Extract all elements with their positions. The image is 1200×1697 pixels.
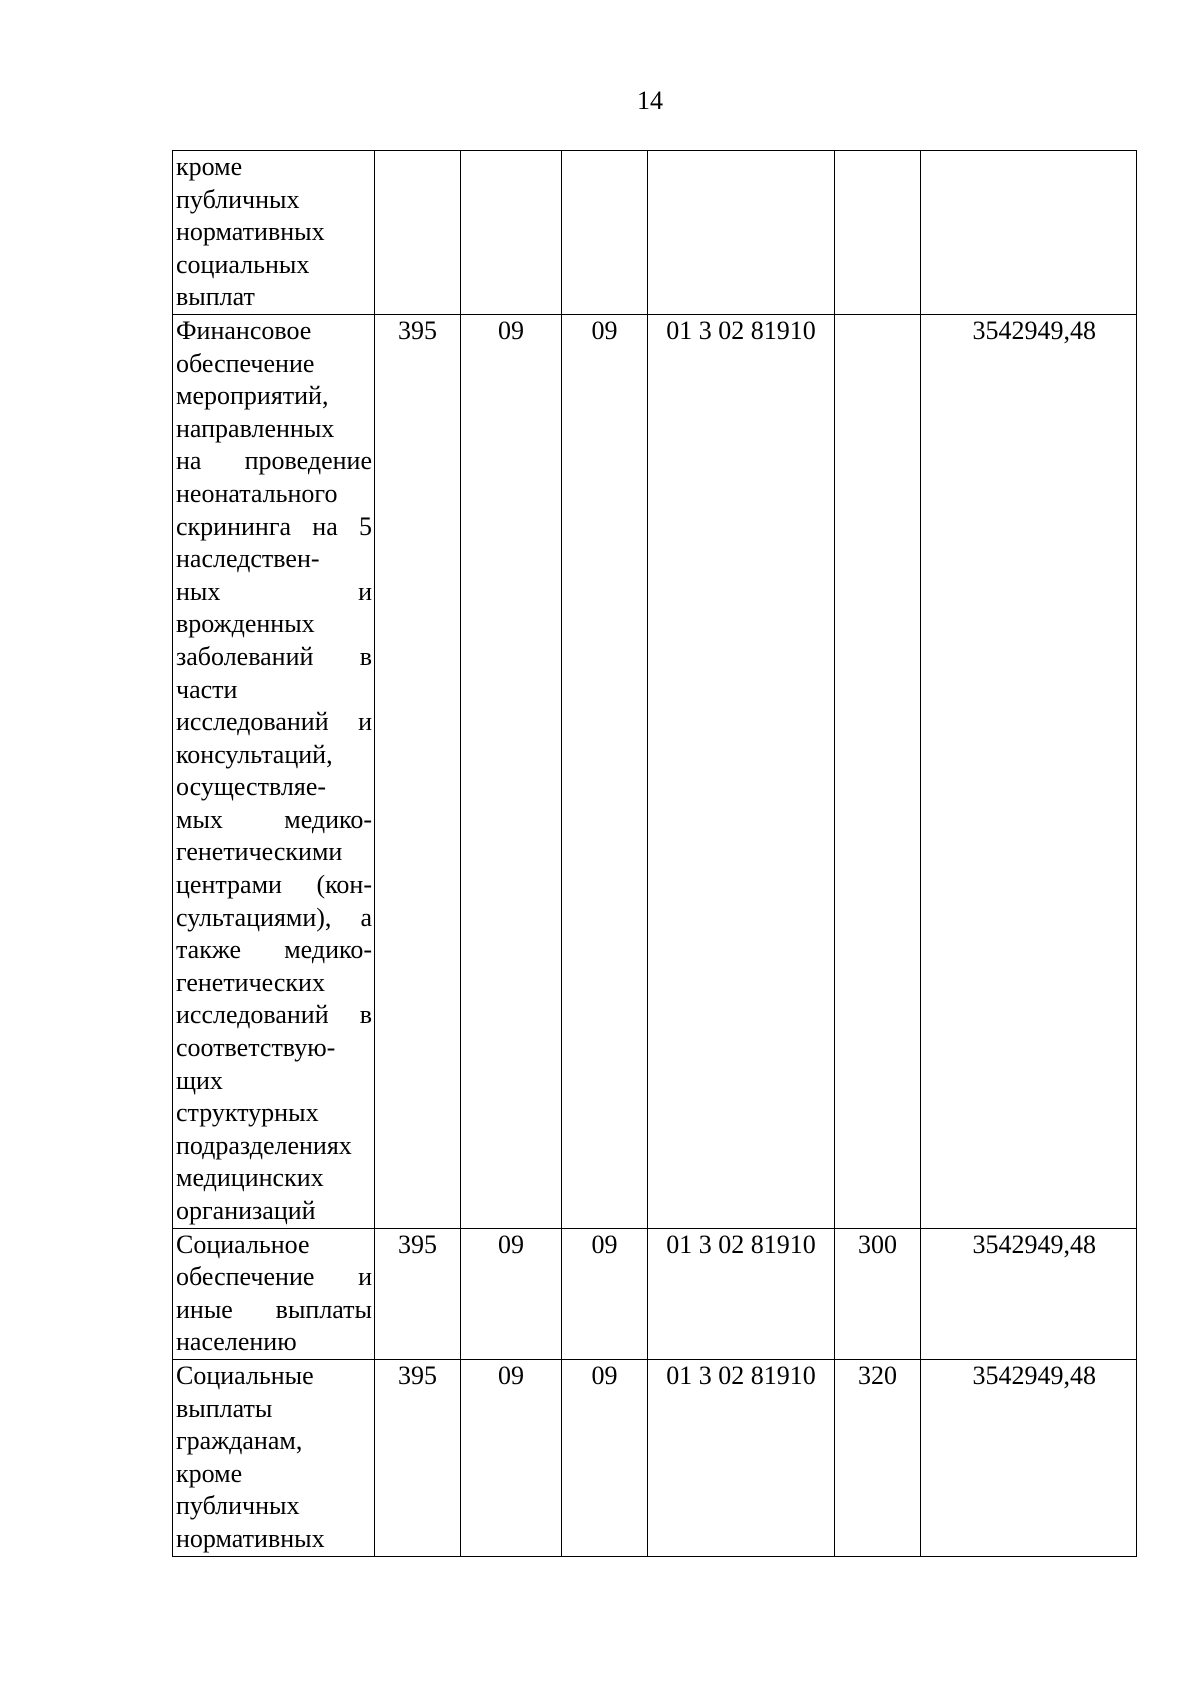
item-name-line: части	[176, 674, 238, 704]
item-name-line: структурных	[176, 1098, 319, 1128]
expense-type-cell: 300	[835, 1228, 921, 1359]
item-name-line: публичных	[176, 1491, 300, 1521]
item-name-line: щих	[176, 1065, 223, 1095]
item-name-cell	[173, 314, 375, 1228]
item-name-line: Социальное	[176, 1229, 310, 1259]
item-name-line: нормативных	[176, 217, 325, 247]
item-name-line: консультаций,	[176, 739, 333, 769]
target-article-cell	[648, 151, 835, 315]
subsection-code-cell	[562, 151, 648, 315]
item-name-line: кроме	[176, 1458, 243, 1488]
item-name-line: исследований и	[176, 707, 372, 737]
item-name-line: скрининга на 5	[176, 511, 372, 541]
expense-type-cell	[835, 151, 921, 315]
target-article-cell: 01 3 02 81910	[648, 1228, 835, 1359]
item-name-line: исследований в	[176, 1000, 372, 1030]
section-code-cell: 09	[461, 314, 562, 1228]
item-name-line: обеспечение	[176, 348, 315, 378]
table-row	[173, 151, 1137, 315]
section-code-cell: 09	[461, 1228, 562, 1359]
ministry-code-cell: 395	[375, 1228, 461, 1359]
item-name-line: врожденных	[176, 609, 315, 639]
item-name-line: обеспечение и	[176, 1262, 372, 1292]
ministry-code-cell: 395	[375, 1359, 461, 1556]
page-number: 14	[637, 86, 663, 115]
item-name-line: иные выплаты	[176, 1294, 372, 1324]
item-name-line: нормативных	[176, 1523, 325, 1553]
item-name-line: Социальные	[176, 1360, 314, 1390]
subsection-code-cell: 09	[562, 1228, 648, 1359]
item-name-line: социальных	[176, 249, 310, 279]
amount-cell: 3542949,48	[921, 1359, 1137, 1556]
item-name-line: выплат	[176, 282, 255, 312]
item-name-line: публичных	[176, 184, 300, 214]
item-name-line: центрами (кон-	[176, 870, 372, 900]
item-name-line: организаций	[176, 1196, 316, 1225]
target-article-cell: 01 3 02 81910	[648, 1359, 835, 1556]
item-name-line: соответствую-	[176, 1033, 336, 1063]
table-row	[173, 1359, 1137, 1556]
item-name-line: мероприятий,	[176, 381, 329, 411]
item-name-line: кроме	[176, 152, 243, 181]
amount-cell: 3542949,48	[921, 1228, 1137, 1359]
section-code-cell	[461, 151, 562, 315]
expense-type-cell: 320	[835, 1359, 921, 1556]
target-article-cell: 01 3 02 81910	[648, 314, 835, 1228]
item-name-line: Финансовое	[176, 315, 312, 345]
item-name-line: неонатального	[176, 478, 338, 508]
table-row	[173, 1228, 1137, 1359]
table-row	[173, 314, 1137, 1228]
item-name-line: генетическими	[176, 837, 343, 867]
ministry-code-cell	[375, 151, 461, 315]
section-code-cell: 09	[461, 1359, 562, 1556]
item-name-line: ных и	[176, 576, 372, 606]
item-name-cell	[173, 1228, 375, 1359]
item-name-cell	[173, 151, 375, 315]
item-name-line: населению	[176, 1327, 297, 1357]
ministry-code-cell: 395	[375, 314, 461, 1228]
expense-type-cell	[835, 314, 921, 1228]
item-name-line: генетических	[176, 967, 325, 997]
item-name-line: направленных	[176, 413, 335, 443]
amount-cell	[921, 151, 1137, 315]
item-name-line: заболеваний в	[176, 641, 372, 671]
subsection-code-cell: 09	[562, 314, 648, 1228]
item-name-line: подразделениях	[176, 1130, 352, 1160]
item-name-line: осуществляе-	[176, 772, 327, 802]
budget-table-body	[173, 151, 1137, 1557]
budget-table	[172, 150, 1137, 1557]
item-name-line: наследствен-	[176, 544, 320, 574]
item-name-line: медицинских	[176, 1163, 324, 1193]
item-name-line: выплаты	[176, 1393, 273, 1423]
item-name-line: сультациями), а	[176, 902, 372, 932]
subsection-code-cell: 09	[562, 1359, 648, 1556]
amount-cell: 3542949,48	[921, 314, 1137, 1228]
item-name-line: на проведение	[176, 446, 372, 476]
item-name-line: также медико-	[176, 935, 372, 965]
item-name-cell	[173, 1359, 375, 1556]
item-name-line: мых медико-	[176, 804, 372, 834]
item-name-line: гражданам,	[176, 1426, 303, 1456]
